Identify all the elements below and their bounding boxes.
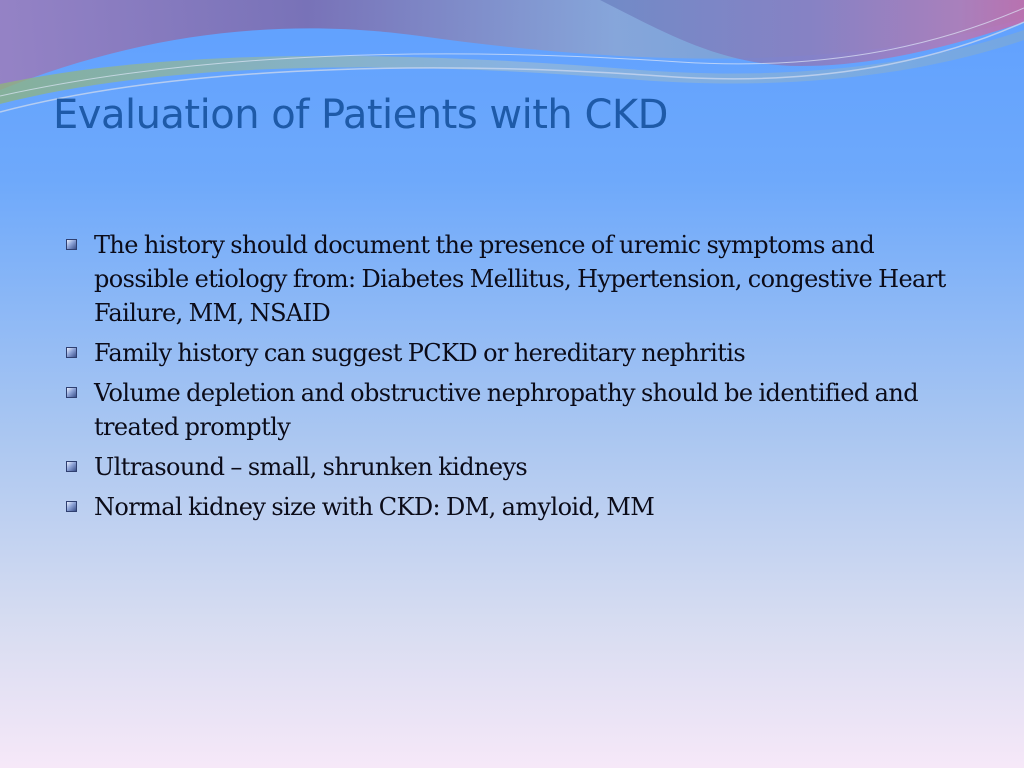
square-bullet-icon — [66, 239, 77, 250]
bullet-text: Ultrasound – small, shrunken kidneys — [94, 453, 528, 481]
bullet-text: Volume depletion and obstructive nephropathy should be identified and treated promptly — [94, 379, 918, 441]
bullet-text: The history should document the presence of uremic symptoms and possible etiology from: Diabetes Mellitus, Hypertension, congestive Heart Failure, MM, NSAID — [94, 231, 946, 327]
square-bullet-icon — [66, 461, 77, 472]
square-bullet-icon — [66, 387, 77, 398]
bullet-text: Family history can suggest PCKD or hereditary nephritis — [94, 339, 746, 367]
bullet-item — [66, 228, 946, 330]
bullet-item — [66, 376, 946, 444]
bullet-list — [66, 228, 946, 530]
square-bullet-icon — [66, 347, 77, 358]
bullet-item — [66, 450, 946, 484]
square-bullet-icon — [66, 501, 77, 512]
bullet-text: Normal kidney size with CKD: DM, amyloid, MM — [94, 493, 655, 521]
slide-title: Evaluation of Patients with CKD — [53, 92, 668, 138]
bullet-item — [66, 490, 946, 524]
bullet-item — [66, 336, 946, 370]
